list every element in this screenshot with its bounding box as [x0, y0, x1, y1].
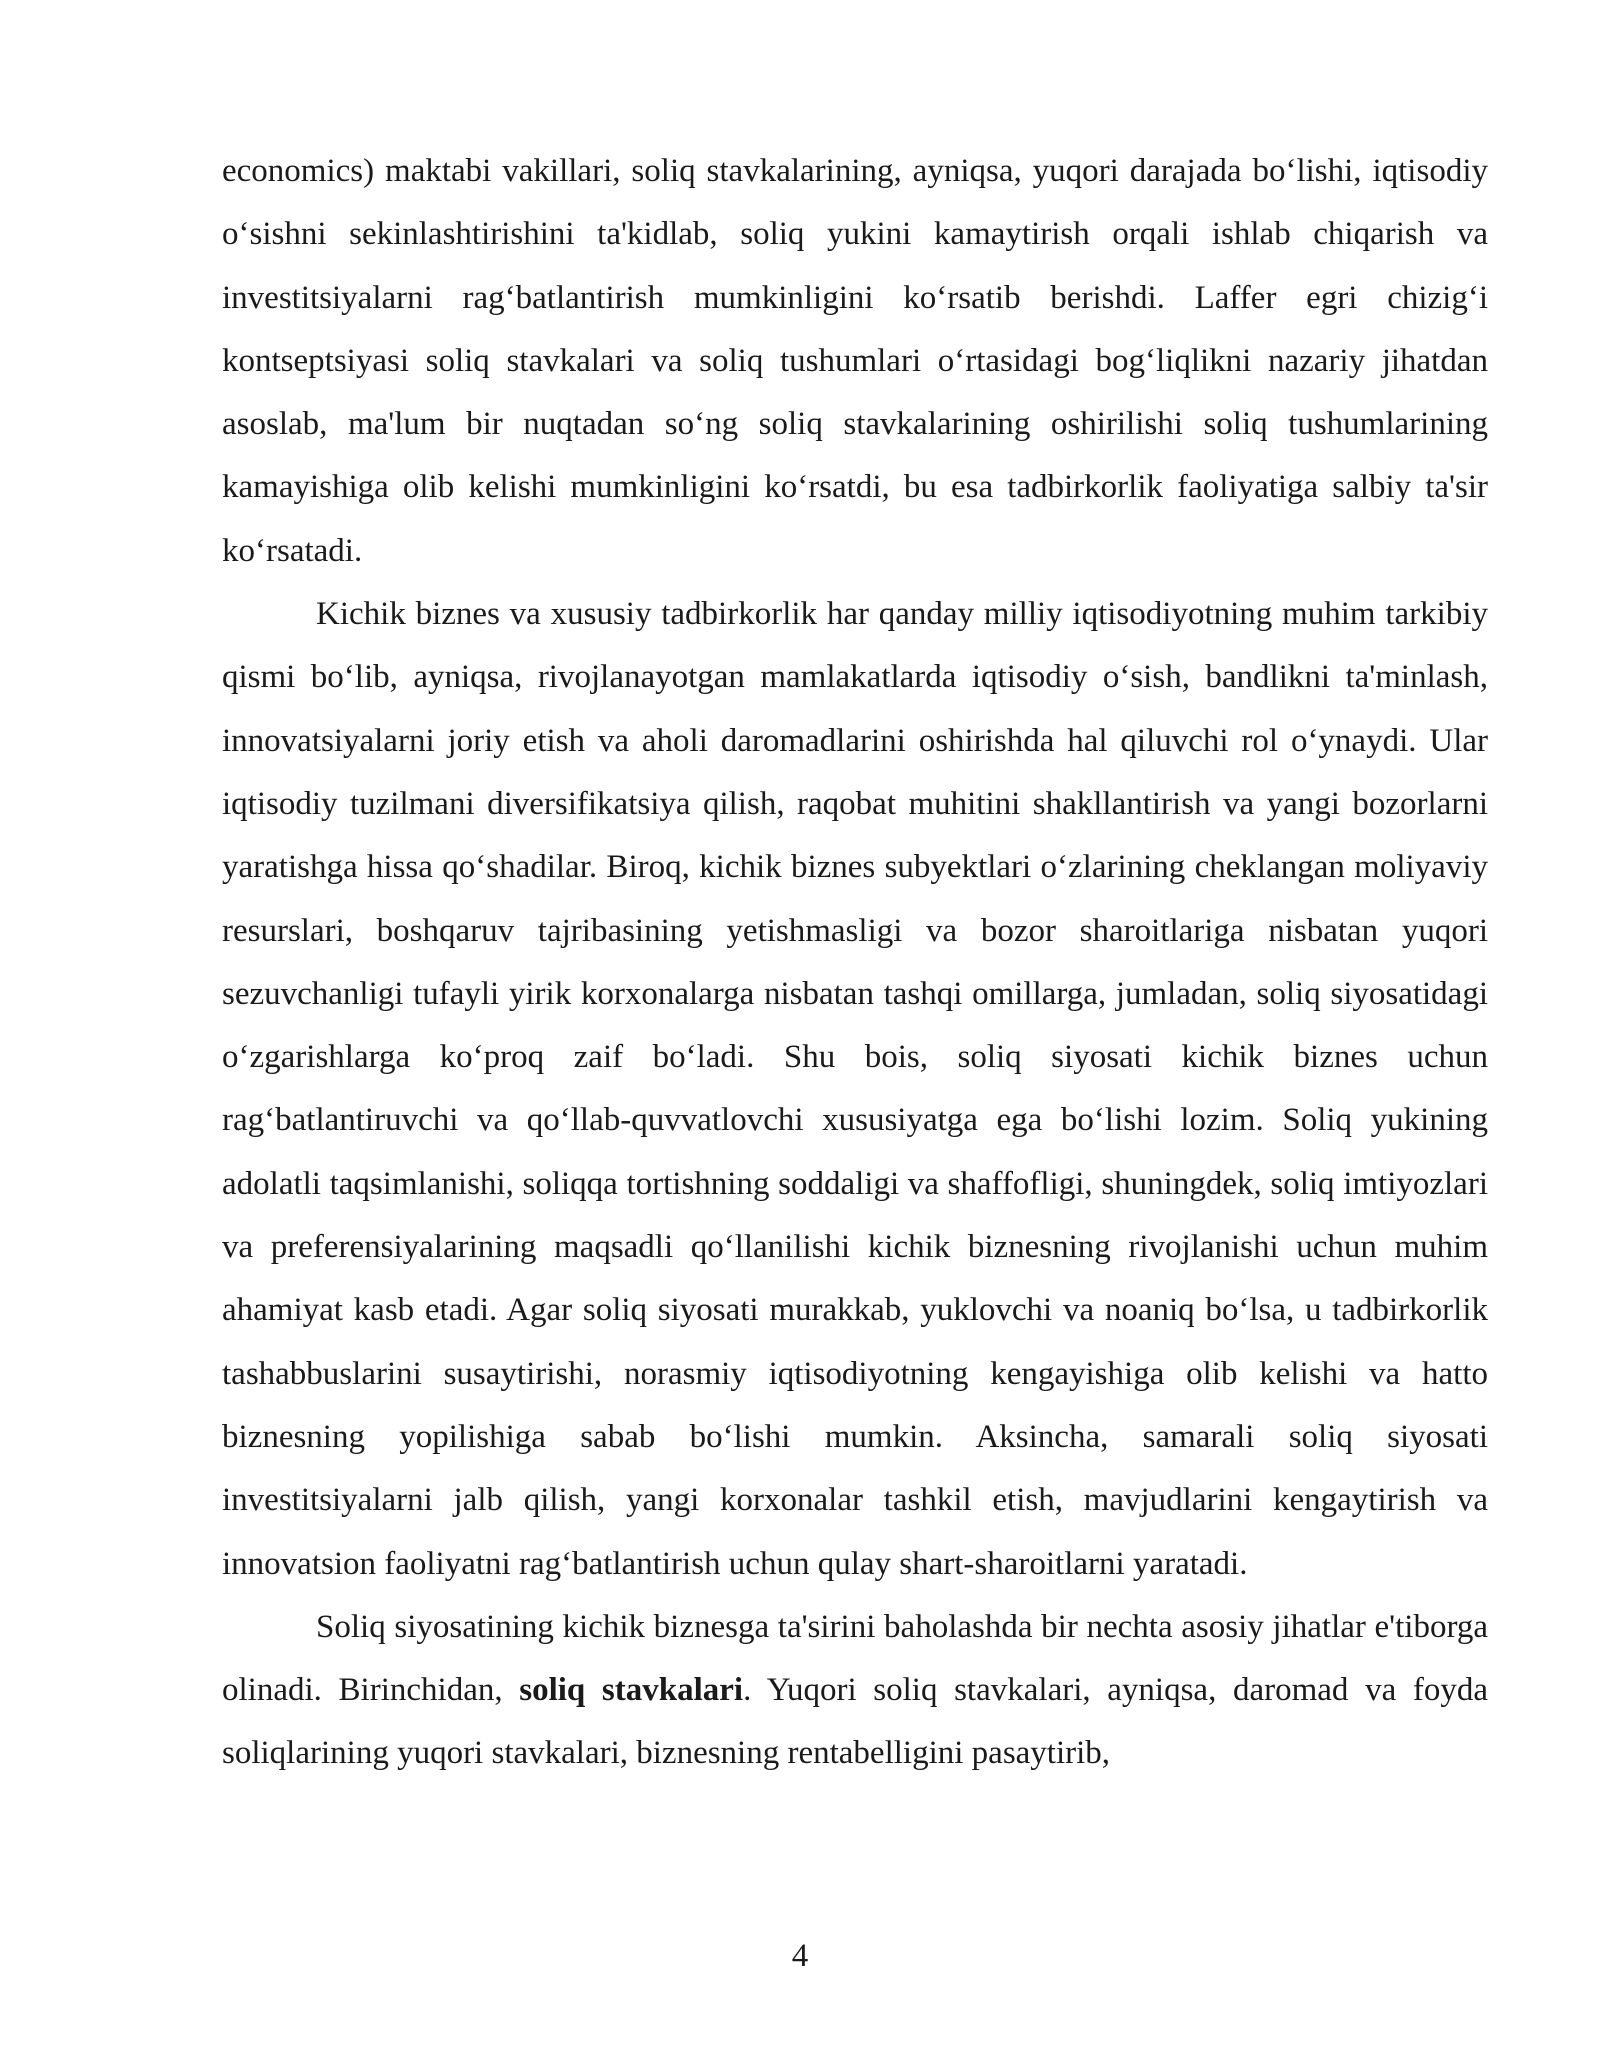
paragraph-text-tail: . Yuqori soliq stavkalari, ayniqsa, daromad va foyda soliqlarining yuqori stavkalari, biznesning rentabelligini pasaytirib,	[222, 1672, 1489, 1772]
bold-term-tax-rates: soliq stavkalari	[519, 1672, 744, 1709]
paragraph-text-lead: Soliq siyosatining kichik biznesga ta'sirini baholashda bir nechta asosiy jihatlar e'tiborga olinadi. Birinchidan,	[222, 1608, 1488, 1709]
paragraph-small-business: Kichik biznes va xususiy tadbirkorlik har qanday milliy iqtisodiyotning muhim tarkibiy qismi bo‘lib, ayniqsa, rivojlanayotgan mamlakatlarda iqtisodiy o‘sish, bandlikni ta'minlash, innovatsiyalarni joriy etish va aholi daromadlarini oshirishda hal qiluvchi rol o‘ynaydi. Ular iqtisodiy tuzilmani diversifikatsiya qilish, raqobat muhitini shakllantirish va yangi bozorlarni yaratishga hissa qo‘shadilar. Biroq, kichik biznes subyektlari o‘zlarining cheklangan moliyaviy resurslari, boshqaruv tajribasining yetishmasligi va bozor sharoitlariga nisbatan yuqori sezuvchanligi tufayli yirik korxonalarga nisbatan tashqi omillarga, jumladan, soliq siyosatidagi o‘zgarishlarga ko‘proq zaif bo‘ladi. Shu bois, soliq siyosati kichik biznes uchun rag‘batlantiruvchi va qo‘llab-quvvatlovchi xususiyatga ega bo‘lishi lozim. Soliq yukining adolatli taqsimlanishi, soliqqa tortishning soddaligi va shaffofligi, shuningdek, soliq imtiyozlari va preferensiyalarining maqsadli qo‘llanilishi kichik biznesning rivojlanishi uchun muhim ahamiyat kasb etadi. Agar soliq siyosati murakkab, yuklovchi va noaniq bo‘lsa, u tadbirkorlik tashabbuslarini susaytirishi, norasmiy iqtisodiyotning kengayishiga olib kelishi va hatto biznesning yopilishiga sabab bo‘lishi mumkin. Aksincha, samarali soliq siyosati investitsiyalarni jalb qilish, yangi korxonalar tashkil etish, mavjudlarini kengaytirish va innovatsion faoliyatni rag‘batlantirish uchun qulay shart-sharoitlarni yaratadi.	[222, 596, 1488, 1582]
paragraph-continuation: economics) maktabi vakillari, soliq stavkalarining, ayniqsa, yuqori darajada bo‘lishi, iqtisodiy o‘sishni sekinlashtirishini ta'kidlab, soliq yukini kamaytirish orqali ishlab chiqarish va investitsiyalarni rag‘batlantirish mumkinligini ko‘rsatib berishdi. Laffer egri chizig‘i kontseptsiyasi soliq stavkalari va soliq tushumlari o‘rtasidagi bog‘liqlikni nazariy jihatdan asoslab, ma'lum bir nuqtadan so‘ng soliq stavkalarining oshirilishi soliq tushumlarining kamayishiga olib kelishi mumkinligini ko‘rsatdi, bu esa tadbirkorlik faoliyatiga salbiy ta'sir ko‘rsatadi.	[222, 153, 1488, 569]
body-text	[222, 140, 1488, 1786]
page-number: 4	[791, 1938, 809, 1974]
paragraph-tax-policy-assessment	[222, 1596, 1488, 1786]
